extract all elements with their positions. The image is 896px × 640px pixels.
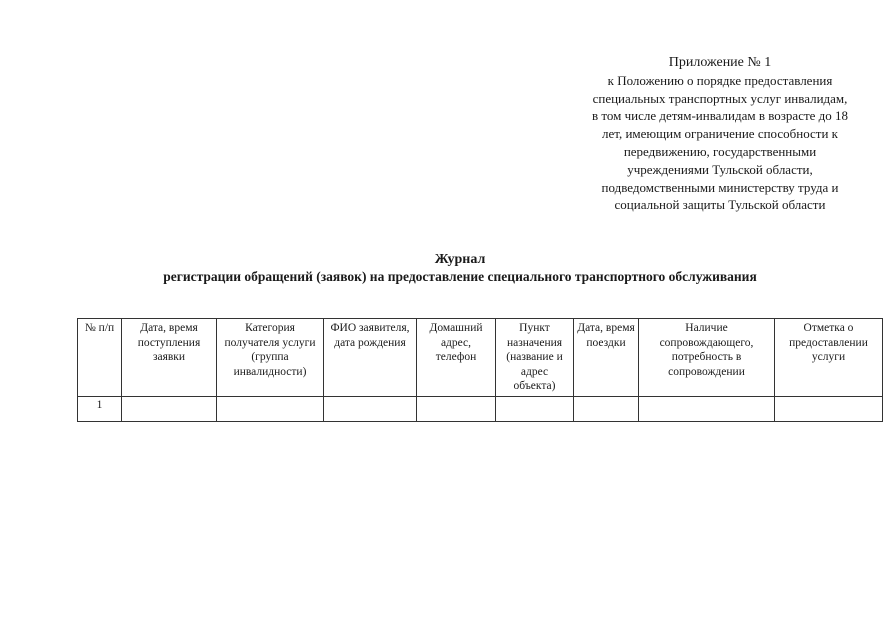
table-cell: 1 [78, 396, 122, 421]
table-cell [574, 396, 639, 421]
appendix-line: передвижению, государственными [623, 143, 817, 159]
journal-subtitle: регистрации обращений (заявок) на предоставление специального транспортного обслуживания [163, 269, 757, 284]
column-header-escort: Наличие сопровождающего, потребность в сопровождении [639, 319, 775, 397]
column-header-category: Категория получателя услуги (группа инвалидности) [217, 319, 324, 397]
appendix-line: к Положению о порядке предоставления [607, 72, 833, 88]
appendix-line: лет, имеющим ограничение способности к [601, 126, 839, 142]
table-cell [122, 396, 217, 421]
table-cell [639, 396, 775, 421]
appendix-line: учреждениями Тульской области, [627, 161, 813, 177]
column-header-received: Дата, время поступления заявки [122, 319, 217, 397]
journal-title: Журнал [434, 252, 486, 267]
column-header-trip-date: Дата, время поездки [574, 319, 639, 397]
table-cell [496, 396, 574, 421]
appendix-title: Приложение № 1 [668, 55, 772, 70]
table-cell [324, 396, 417, 421]
appendix-line: специальных транспортных услуг инвалидам, [592, 90, 848, 106]
table-row [78, 396, 883, 421]
appendix-block [560, 54, 880, 214]
column-header-number: № п/п [78, 319, 122, 397]
column-header-applicant: ФИО заявителя, дата рождения [324, 319, 417, 397]
column-header-service-mark: Отметка о предоставлении услуги [775, 319, 883, 397]
appendix-line: подведомственными министерству труда и [601, 179, 839, 195]
appendix-line: в том числе детям-инвалидам в возрасте до 18 [591, 108, 849, 124]
table-header-row [78, 319, 883, 397]
table-cell [775, 396, 883, 421]
column-header-address: Домашний адрес, телефон [417, 319, 496, 397]
journal-table [77, 318, 883, 422]
table-cell [217, 396, 324, 421]
appendix-line: социальной защиты Тульской области [614, 197, 826, 213]
table-cell [417, 396, 496, 421]
column-header-destination: Пункт назначения (название и адрес объекта) [496, 319, 574, 397]
